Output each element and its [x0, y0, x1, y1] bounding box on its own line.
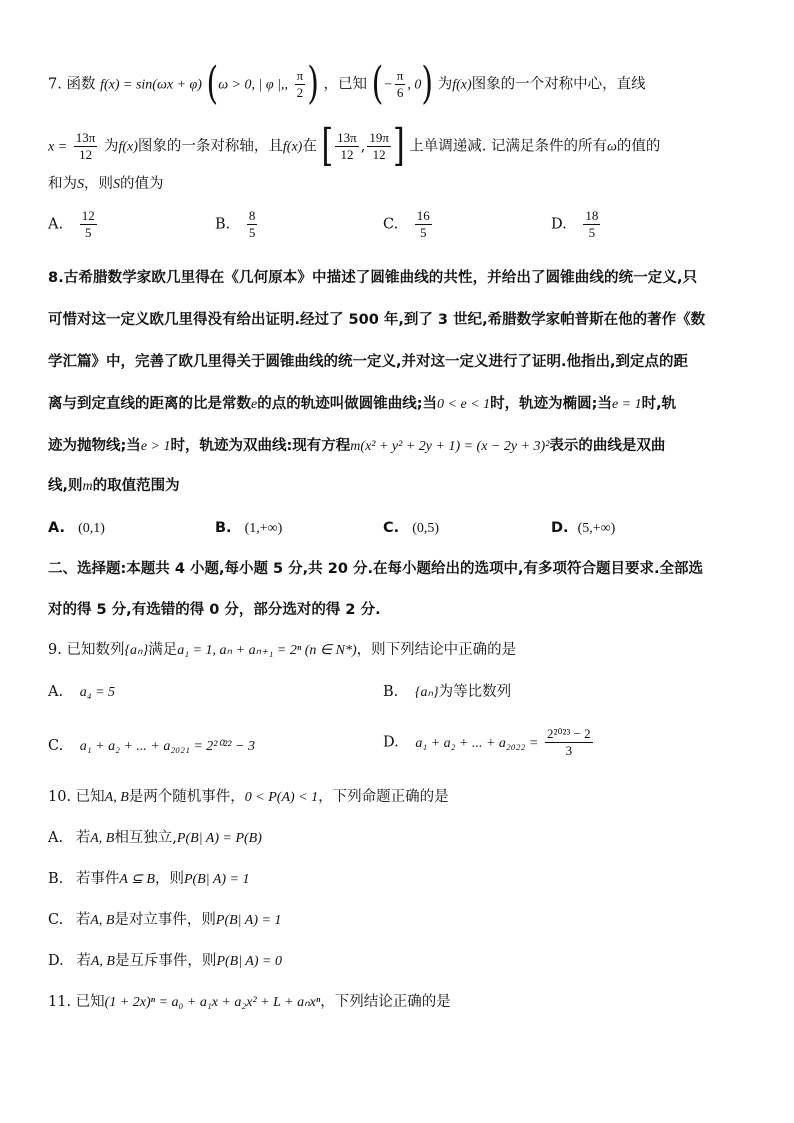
q7-function: f(x) = sin(ωx + φ): [100, 77, 202, 93]
q7-line1: 7. 函数 f(x) = sin(ωx + φ) (ω > 0, | φ |,, $\frac{\pi}{2}$ ) ，已知 (− $\frac{\pi}{6}$ , 0) 为f(x)图象的一个对称中心，直线: [48, 58, 646, 110]
q7-line3: 和为S，则S的值为: [48, 176, 164, 192]
q10-stem: 10. 已知A, B是两个随机事件，0 < P(A) < 1，下列命题正确的是: [48, 789, 449, 805]
q11-expansion: (1 + 2x)ⁿ = a₀ + a₁x + a₂x² + L + aₙxⁿ: [104, 995, 321, 1010]
q9-option-c[interactable]: C. a₁ + a₂ + ... + a₂₀₂₁ = 2²⁰²² − 3: [48, 738, 255, 754]
q9-stem: 9. 已知数列{aₙ}满足a₁ = 1, aₙ + aₙ₊₁ = 2ⁿ (n ∈ N*)，则下列结论中正确的是: [48, 642, 517, 658]
q8-line2: 可惜对这一定义欧几里得没有给出证明.经过了 500 年,到了 3 世纪,希腊数学家帕普斯在他的著作《数: [48, 312, 706, 328]
section2-heading: 二、选择题:本题共 4 小题,每小题 5 分,共 20 分.在每小题给出的选项中,有多项符合题目要求.全部选: [48, 561, 703, 577]
q10-option-b[interactable]: B. 若事件A ⊆ B，则P(B| A) = 1: [48, 871, 250, 887]
q7-number: 7. 函数: [48, 76, 96, 93]
q9-option-d[interactable]: D. a₁ + a₂ + ... + a₂₀₂₂ = $\frac{\text{2²⁰²³ − 2}}{3}$: [383, 726, 591, 758]
q10-option-d[interactable]: D. 若A, B是互斥事件，则P(B| A) = 0: [48, 953, 282, 969]
q9-option-a[interactable]: A. a₄ = 5: [48, 684, 116, 700]
q11-stem: 11. 已知(1 + 2x)ⁿ = a₀ + a₁x + a₂x² + L + aₙxⁿ，下列结论正确的是: [48, 994, 451, 1010]
q8-option-c[interactable]: C. (0,5): [383, 520, 440, 536]
q7-condition: ω > 0, | φ |,,: [218, 77, 288, 93]
q7-option-b[interactable]: B. $\frac{8}{5}$: [215, 208, 256, 240]
section2-heading-line2: 对的得 5 分,有选错的得 0 分，部分选对的得 2 分.: [48, 602, 381, 618]
q8-line3: 学汇篇》中，完善了欧几里得关于圆锥曲线的统一定义,并对这一定义进行了证明.他指出,到定点的距: [48, 354, 689, 370]
q9-option-b[interactable]: B. {aₙ}为等比数列: [383, 684, 512, 700]
q9-condition: a₁ = 1, aₙ + aₙ₊₁ = 2ⁿ (n ∈ N*): [177, 643, 357, 658]
q8-option-a[interactable]: A. (0,1): [48, 520, 105, 536]
q8-equation: m(x² + y² + 2y + 1) = (x − 2y + 3)²: [350, 439, 550, 454]
q7-option-c[interactable]: C. $\frac{16}{5}$: [383, 208, 430, 240]
q10-option-c[interactable]: C. 若A, B是对立事件，则P(B| A) = 1: [48, 912, 282, 928]
q8-option-d[interactable]: D. (5,+∞): [551, 520, 616, 536]
q8-line4: 离与到定直线的距离的比是常数e的点的轨迹叫做圆锥曲线;当0 < e < 1时，轨迹为椭圆;当e = 1时,轨: [48, 396, 677, 412]
q8-line6: 线,则m的取值范围为: [48, 478, 180, 494]
q7-line2: x = $\frac{13\pi}{12}$ 为f(x)图象的一条对称轴，且f(x)在 [ $\frac{13\pi}{12}$ , $\frac{19\pi}{12}$ ] 上单调递减. 记满足条件的所有ω的值的: [48, 120, 661, 172]
q7-option-a[interactable]: A. $\frac{12}{5}$: [48, 208, 95, 240]
q7-option-d[interactable]: D. $\frac{18}{5}$: [551, 208, 599, 240]
q10-option-a[interactable]: A. 若A, B相互独立,P(B| A) = P(B): [48, 830, 262, 846]
q8-line5: 迹为抛物线;当e > 1时，轨迹为双曲线:现有方程m(x² + y² + 2y + 1) = (x − 2y + 3)²表示的曲线是双曲: [48, 438, 666, 454]
q8-option-b[interactable]: B. (1,+∞): [215, 520, 283, 536]
q8-line1: 8.古希腊数学家欧几里得在《几何原本》中描述了圆锥曲线的共性，并给出了圆锥曲线的统一定义,只: [48, 270, 698, 286]
